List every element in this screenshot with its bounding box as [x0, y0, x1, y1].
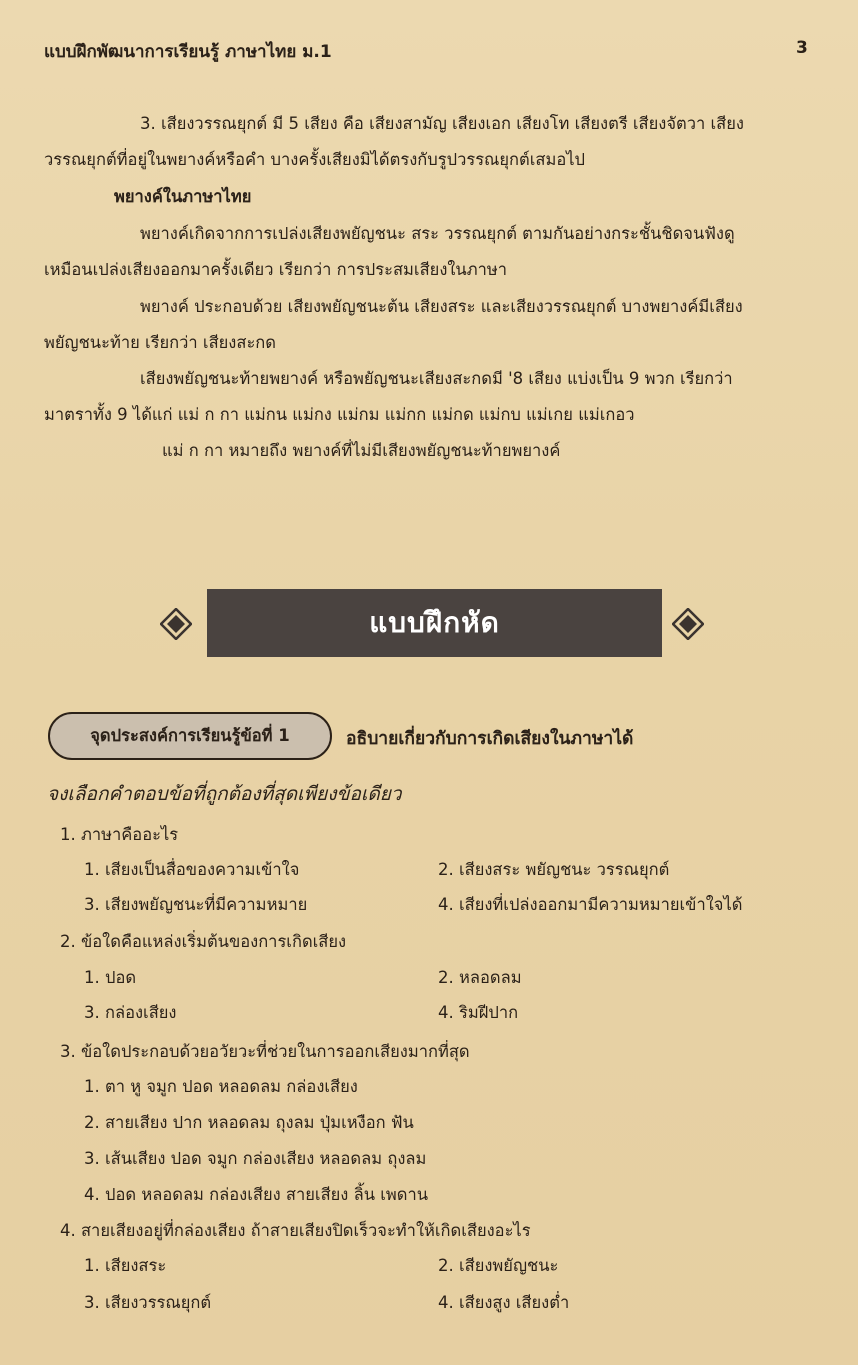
- syllable-composition-line-2: พยัญชนะท้าย เรียกว่า เสียงสะกด: [44, 333, 277, 352]
- question-4-option-2: 2. เสียงพยัญชนะ: [438, 1256, 559, 1275]
- question-1-option-2: 2. เสียงสระ พยัญชนะ วรรณยุกต์: [438, 860, 670, 879]
- question-2-option-4: 4. ริมฝีปาก: [438, 1003, 519, 1022]
- page-number: 3: [796, 38, 808, 58]
- question-2-option-1: 1. ปอด: [84, 968, 137, 987]
- syllable-composition-line-1: พยางค์ ประกอบด้วย เสียงพยัญชนะต้น เสียงสระ และเสียงวรรณยุกต์ บางพยางค์มีเสียง: [140, 297, 743, 316]
- question-2-option-2: 2. หลอดลม: [438, 968, 522, 987]
- syllable-paragraph-line-2: เหมือนเปล่งเสียงออกมาครั้งเดียว เรียกว่า การประสมเสียงในภาษา: [44, 260, 507, 279]
- learning-objective-text: อธิบายเกี่ยวกับการเกิดเสียงในภาษาได้: [346, 729, 634, 749]
- tone-paragraph-line-2: วรรณยุกต์ที่อยู่ในพยางค์หรือคำ บางครั้งเสียงมิได้ตรงกับรูปวรรณยุกต์เสมอไป: [44, 150, 586, 169]
- question-3-option-2: 2. สายเสียง ปาก หลอดลม ถุงลม ปุ่มเหงือก ฟัน: [84, 1113, 414, 1132]
- question-4-option-3: 3. เสียงวรรณยุกต์: [84, 1293, 212, 1312]
- right-diamond-ornament: [672, 608, 704, 640]
- final-consonant-line-1: เสียงพยัญชนะท้ายพยางค์ หรือพยัญชนะเสียงสะกดมี '8 เสียง แบ่งเป็น 9 พวก เรียกว่า: [140, 369, 733, 388]
- exercise-banner: แบบฝึกหัด: [207, 589, 662, 657]
- question-1-option-1: 1. เสียงเป็นสื่อของความเข้าใจ: [84, 860, 300, 879]
- question-1-option-3: 3. เสียงพยัญชนะที่มีความหมาย: [84, 895, 308, 914]
- question-3: 3. ข้อใดประกอบด้วยอวัยวะที่ช่วยในการออกเสียงมากที่สุด: [60, 1042, 470, 1061]
- question-1-option-4: 4. เสียงที่เปล่งออกมามีความหมายเข้าใจได้: [438, 895, 743, 914]
- question-4: 4. สายเสียงอยู่ที่กล่องเสียง ถ้าสายเสียงปิดเร็วจะทำให้เกิดเสียงอะไร: [60, 1221, 531, 1240]
- question-3-option-3: 3. เส้นเสียง ปอด จมูก กล่องเสียง หลอดลม ถุงลม: [84, 1149, 427, 1168]
- question-2: 2. ข้อใดคือแหล่งเริ่มต้นของการเกิดเสียง: [60, 932, 347, 951]
- question-4-option-4: 4. เสียงสูง เสียงต่ำ: [438, 1293, 570, 1312]
- running-head: แบบฝึกพัฒนาการเรียนรู้ ภาษาไทย ม.1: [44, 42, 332, 62]
- mae-ko-ka-definition: แม่ ก กา หมายถึง พยางค์ที่ไม่มีเสียงพยัญชนะท้ายพยางค์: [162, 441, 561, 460]
- left-diamond-ornament: [160, 608, 192, 640]
- section-heading-syllable: พยางค์ในภาษาไทย: [114, 187, 252, 206]
- tone-paragraph-line-1: 3. เสียงวรรณยุกต์ มี 5 เสียง คือ เสียงสามัญ เสียงเอก เสียงโท เสียงตรี เสียงจัตวา เสียง: [140, 114, 744, 133]
- question-4-option-1: 1. เสียงสระ: [84, 1256, 167, 1275]
- learning-objective-badge: จุดประสงค์การเรียนรู้ข้อที่ 1: [48, 712, 332, 760]
- question-1: 1. ภาษาคืออะไร: [60, 825, 179, 844]
- exercise-instruction: จงเลือกคำตอบข้อที่ถูกต้องที่สุดเพียงข้อเดียว: [47, 783, 402, 805]
- question-2-option-3: 3. กล่องเสียง: [84, 1003, 177, 1022]
- question-3-option-4: 4. ปอด หลอดลม กล่องเสียง สายเสียง ลิ้น เพดาน: [84, 1185, 429, 1204]
- question-3-option-1: 1. ตา หู จมูก ปอด หลอดลม กล่องเสียง: [84, 1077, 358, 1096]
- syllable-paragraph-line-1: พยางค์เกิดจากการเปล่งเสียงพยัญชนะ สระ วรรณยุกต์ ตามกันอย่างกระชั้นชิดจนฟังดู: [140, 224, 735, 243]
- final-consonant-line-2: มาตราทั้ง 9 ได้แก่ แม่ ก กา แม่กน แม่กง แม่กม แม่กก แม่กด แม่กบ แม่เกย แม่เกอว: [44, 405, 635, 424]
